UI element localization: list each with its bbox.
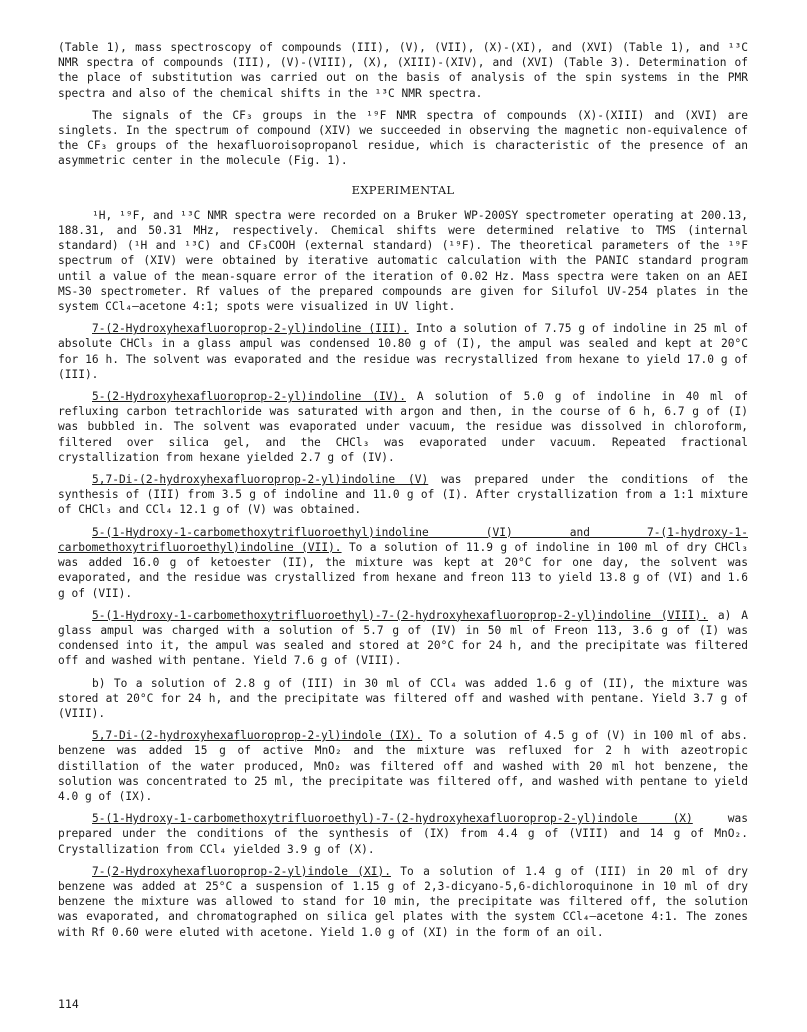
paragraph-compound-xi bbox=[58, 864, 748, 940]
paragraph-text: ¹H, ¹⁹F, and ¹³C NMR spectra were recorded on a Bruker WP-200SY spectrometer operating at 200.13, 188.31, and 50.31 MHz, respectively. Chemical shifts were determined relative to TMS (internal standard) (¹H and ¹³C) and CF₃COOH (external standard) (¹⁹F). The theoretical parameters of the ¹⁹F spectrum of (XIV) were obtained by iterative automatic calculation with the PANIC standard program until a value of the mean-square error of the iteration of 0.02 Hz. Mass spectra were taken on an AEI MS-30 spectrometer. Rf values of the prepared compounds are given for Silufol UV-254 plates in the system CCl₄–acetone 4:1; spots were visualized in UV light. bbox=[58, 208, 748, 314]
paragraph-compound-viii-b bbox=[58, 676, 748, 722]
paragraph-text: a) A glass ampul was charged with a solution of 5.7 g of (IV) in 50 ml of Freon 113, 3.6 g of (I) was condensed into it, the ampul was sealed and stored at 20°C for 24 h, and the precipitate was filtered off and washed with pentane. Yield 7.6 g of (VIII). bbox=[58, 608, 748, 668]
paragraph-text: A solution of 5.0 g of indoline in 40 ml of refluxing carbon tetrachloride was saturated with argon and then, in the course of 6 h, 6.7 g of (I) was bubbled in. The solvent was evaporated under vacuum, the residue was dissolved in chloroform, filtered over silica gel, and the CHCl₃ was evaporated under vacuum. Repeated fractional crystallization from hexane yielded 2.7 g of (IV). bbox=[58, 390, 748, 464]
paragraph-text: was prepared under the conditions of the synthesis of (IX) from 4.4 g of (VIII) and 14 g of MnO₂. Crystallization from CCl₄ yielded 3.9 g of (X). bbox=[58, 812, 748, 856]
paragraph-compound-v bbox=[58, 472, 748, 518]
paragraph-compound-viii-a bbox=[58, 608, 748, 669]
paragraph-text: was prepared under the conditions of the synthesis of (III) from 3.5 g of indoline and 11.0 g of (I). After crystallization from a 1:1 mixture of CHCl₃ and CCl₄ 12.1 g of (V) was obtained. bbox=[58, 473, 748, 517]
compound-title: 5-(1-Hydroxy-1-carbomethoxytrifluoroethyl)indoline (VI) and 7-(1-hydroxy-1-carbomethoxytrifluoroethyl)indoline (VII). bbox=[58, 525, 748, 554]
section-heading: EXPERIMENTAL bbox=[351, 182, 455, 197]
paragraph-intro-continued bbox=[58, 40, 748, 101]
paragraph-compound-x bbox=[58, 811, 748, 857]
compound-title: 5,7-Di-(2-hydroxyhexafluoroprop-2-yl)indole (IX). bbox=[92, 729, 423, 743]
compound-title: 5-(2-Hydroxyhexafluoroprop-2-yl)indoline (IV). bbox=[92, 390, 406, 404]
paragraph-text: To a solution of 11.9 g of indoline in 100 ml of dry CHCl₃ was added 16.0 g of ketoester (II), the mixture was kept at 20°C for one day, the solvent was evaporated, and the residue was crystallized from hexane and freon 113 to yield 13.8 g of (VI) and 1.6 g of (VII). bbox=[58, 540, 749, 600]
paragraph-text: To a solution of 1.4 g of (III) in 20 ml of dry benzene was added at 25°C a suspension of 1.15 g of 2,3-dicyano-5,6-dichloroquinone in 10 ml of dry benzene the mixture was allowed to stand for 10 min, the precipitate was filtered off, the solution was evaporated, and chromatographed on silica gel plates with the system CCl₄–acetone 4:1. The zones with Rf 0.60 were eluted with acetone. Yield 1.0 g of (XI) in the form of an oil. bbox=[58, 864, 748, 939]
compound-title: 7-(2-Hydroxyhexafluoroprop-2-yl)indole (XI). bbox=[92, 864, 391, 878]
compound-title: 5-(1-Hydroxy-1-carbomethoxytrifluoroethyl)-7-(2-hydroxyhexafluoroprop-2-yl)indole (X) bbox=[92, 812, 693, 826]
paragraph-compound-iv bbox=[58, 389, 748, 465]
page-body bbox=[58, 40, 748, 947]
paragraph-text: b) To a solution of 2.8 g of (III) in 30 ml of CCl₄ was added 1.6 g of (II), the mixture was stored at 20°C for 24 h, and the precipitate was filtered off and washed with pentane. Yield 3.7 g of (VIII). bbox=[58, 676, 748, 720]
paragraph-compound-ix bbox=[58, 728, 748, 804]
paragraph-methods bbox=[58, 208, 748, 314]
page-number: 114 bbox=[58, 997, 79, 1011]
paragraph-text: (Table 1), mass spectroscopy of compounds (III), (V), (VII), (X)-(XI), and (XVI) (Table 1), and ¹³C NMR spectra of compounds (III), (V)-(VIII), (X), (XIII)-(XIV), and (XVI) (Table 3). Determination of the place of substitution was carried out on the basis of analysis of the spin systems in the PMR spectra and also of the chemical shifts in the ¹³C NMR spectra. bbox=[58, 41, 748, 100]
paragraph-text: To a solution of 4.5 g of (V) in 100 ml of abs. benzene was added 15 g of active MnO₂ and the mixture was refluxed for 2 h with azeotropic distillation of the water produced, MnO₂ was filtered off and washed with 20 ml hot benzene, the solution was concentrated to 25 ml, the precipitate was filtered off, and washed with pentane to yield 4.0 g of (IX). bbox=[58, 729, 748, 803]
paragraph-compound-iii bbox=[58, 321, 748, 382]
paragraph-text: Into a solution of 7.75 g of indoline in 25 ml of absolute CHCl₃ in a glass ampul was condensed 10.80 g of (I), the ampul was sealed and kept at 20°C for 16 h. The solvent was evaporated and the residue was recrystallized from hexane to yield 17.0 g of (III). bbox=[58, 322, 748, 381]
paragraph-cf3-signals bbox=[58, 108, 748, 169]
compound-title: 5-(1-Hydroxy-1-carbomethoxytrifluoroethyl)-7-(2-hydroxyhexafluoroprop-2-yl)indoline (VIII). bbox=[92, 608, 709, 622]
paragraph-text: The signals of the CF₃ groups in the ¹⁹F NMR spectra of compounds (X)-(XIII) and (XVI) are singlets. In the spectrum of compound (XIV) we succeeded in observing the magnetic non-equivalence of the CF₃ groups of the hexafluoroisopropanol residue, which is characteristic of the presence of an asymmetric center in the molecule (Fig. 1). bbox=[58, 108, 748, 168]
paragraph-compound-vi-vii bbox=[58, 525, 748, 601]
compound-title: 7-(2-Hydroxyhexafluoroprop-2-yl)indoline (III). bbox=[92, 322, 409, 336]
compound-title: 5,7-Di-(2-hydroxyhexafluoroprop-2-yl)indoline (V) bbox=[92, 473, 429, 487]
